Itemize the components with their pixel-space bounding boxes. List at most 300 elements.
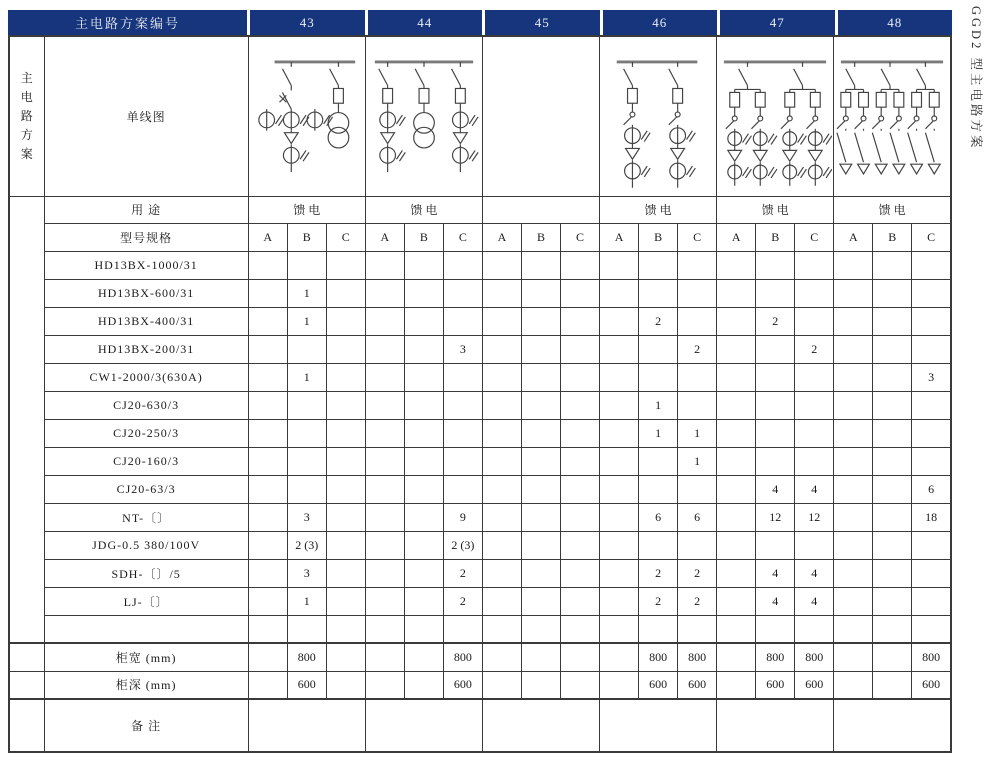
- depth-value-cell: [248, 671, 287, 699]
- value-cell: [717, 531, 756, 559]
- value-cell: [248, 503, 287, 531]
- value-cell: [561, 307, 600, 335]
- width-value-cell: [717, 643, 756, 671]
- spec-row-label: 型号规格: [44, 223, 248, 251]
- value-cell: [326, 587, 365, 615]
- value-cell: [482, 251, 521, 279]
- value-cell: [717, 363, 756, 391]
- value-cell: [443, 447, 482, 475]
- value-cell: [561, 363, 600, 391]
- value-cell: [600, 559, 639, 587]
- value-cell: 2: [678, 335, 717, 363]
- blank-cell: [795, 615, 834, 643]
- value-cell: [678, 307, 717, 335]
- value-cell: [248, 531, 287, 559]
- value-cell: [834, 251, 873, 279]
- depth-value-cell: 600: [912, 671, 951, 699]
- table-row: [9, 363, 951, 391]
- value-cell: [912, 251, 951, 279]
- blank-cell: [561, 615, 600, 643]
- value-cell: [873, 251, 912, 279]
- usage-value-45: [482, 196, 599, 223]
- value-cell: [521, 363, 560, 391]
- value-cell: [756, 279, 795, 307]
- value-cell: [600, 307, 639, 335]
- depth-value-cell: 600: [287, 671, 326, 699]
- value-cell: [912, 391, 951, 419]
- value-cell: [600, 251, 639, 279]
- value-cell: [365, 391, 404, 419]
- value-cell: [834, 419, 873, 447]
- value-cell: [404, 531, 443, 559]
- value-cell: [912, 419, 951, 447]
- value-cell: [756, 363, 795, 391]
- blank-cell: [482, 615, 521, 643]
- value-cell: 1: [639, 391, 678, 419]
- abc-header-47C: C: [795, 223, 834, 251]
- value-cell: [365, 587, 404, 615]
- depth-value-cell: 600: [756, 671, 795, 699]
- value-cell: [482, 363, 521, 391]
- value-cell: 1: [287, 363, 326, 391]
- value-cell: [834, 447, 873, 475]
- value-cell: 2: [795, 335, 834, 363]
- value-cell: [482, 391, 521, 419]
- table-row: [9, 503, 951, 531]
- value-cell: [873, 419, 912, 447]
- blank-cell: [756, 615, 795, 643]
- width-value-cell: 800: [912, 643, 951, 671]
- value-cell: [912, 335, 951, 363]
- value-cell: [561, 391, 600, 419]
- value-cell: [600, 391, 639, 419]
- diagram-row-label: 单线图: [44, 36, 248, 196]
- value-cell: [521, 391, 560, 419]
- table-row: [9, 475, 951, 503]
- table-row: [9, 671, 951, 699]
- value-cell: [365, 363, 404, 391]
- value-cell: [873, 335, 912, 363]
- value-cell: [639, 363, 678, 391]
- value-cell: [717, 559, 756, 587]
- value-cell: [326, 419, 365, 447]
- value-cell: [521, 475, 560, 503]
- table-row: [9, 391, 951, 419]
- value-cell: [600, 335, 639, 363]
- width-value-cell: [600, 643, 639, 671]
- value-cell: 6: [912, 475, 951, 503]
- value-cell: [248, 391, 287, 419]
- value-cell: [248, 559, 287, 587]
- table-row: [9, 643, 951, 671]
- abc-header-44A: A: [365, 223, 404, 251]
- value-cell: [795, 251, 834, 279]
- table-row: [9, 559, 951, 587]
- abc-header-47B: B: [756, 223, 795, 251]
- value-cell: [365, 251, 404, 279]
- value-cell: [873, 475, 912, 503]
- component-label: HD13BX-1000/31: [44, 251, 248, 279]
- value-cell: [639, 475, 678, 503]
- value-cell: [365, 307, 404, 335]
- value-cell: [326, 391, 365, 419]
- value-cell: [678, 391, 717, 419]
- value-cell: [482, 559, 521, 587]
- value-cell: [443, 391, 482, 419]
- value-cell: [834, 503, 873, 531]
- value-cell: [678, 363, 717, 391]
- header-scheme-46: 46: [603, 10, 718, 35]
- value-cell: [834, 531, 873, 559]
- value-cell: [600, 419, 639, 447]
- value-cell: 3: [287, 503, 326, 531]
- depth-value-cell: 600: [678, 671, 717, 699]
- remark-cell-47: [717, 699, 834, 752]
- width-value-cell: [404, 643, 443, 671]
- blank-cell: [912, 615, 951, 643]
- value-cell: [248, 447, 287, 475]
- component-label: CJ20-63/3: [44, 475, 248, 503]
- value-cell: [326, 335, 365, 363]
- value-cell: [248, 419, 287, 447]
- value-cell: 2: [678, 587, 717, 615]
- scheme-table: [8, 35, 952, 753]
- value-cell: [873, 391, 912, 419]
- value-cell: [326, 307, 365, 335]
- value-cell: [287, 447, 326, 475]
- value-cell: [834, 363, 873, 391]
- value-cell: 2: [756, 307, 795, 335]
- table-row: [9, 615, 951, 643]
- value-cell: [873, 559, 912, 587]
- value-cell: [717, 391, 756, 419]
- component-label: CJ20-250/3: [44, 419, 248, 447]
- value-cell: [443, 363, 482, 391]
- blank-cell: [639, 615, 678, 643]
- table-row: [9, 279, 951, 307]
- table-row: [9, 196, 951, 223]
- component-label: CW1-2000/3(630A): [44, 363, 248, 391]
- value-cell: [404, 251, 443, 279]
- value-cell: [717, 587, 756, 615]
- width-value-cell: [834, 643, 873, 671]
- left-spacer-cell: [9, 196, 44, 643]
- value-cell: [873, 307, 912, 335]
- value-cell: [287, 419, 326, 447]
- blank-cell: [443, 615, 482, 643]
- value-cell: 4: [795, 559, 834, 587]
- value-cell: [912, 307, 951, 335]
- depth-value-cell: [873, 671, 912, 699]
- value-cell: 4: [795, 587, 834, 615]
- blank-row-label: [44, 615, 248, 643]
- usage-value-43: 馈 电: [248, 196, 365, 223]
- depth-value-cell: [521, 671, 560, 699]
- value-cell: 3: [443, 335, 482, 363]
- value-cell: [795, 279, 834, 307]
- blank-cell: [404, 615, 443, 643]
- depth-value-cell: [834, 671, 873, 699]
- value-cell: [834, 475, 873, 503]
- scheme-number-header: [8, 10, 952, 35]
- value-cell: [404, 503, 443, 531]
- value-cell: [639, 251, 678, 279]
- value-cell: [795, 419, 834, 447]
- single-line-diagram-47: [717, 36, 834, 196]
- usage-value-44: 馈 电: [365, 196, 482, 223]
- value-cell: [561, 587, 600, 615]
- abc-header-43A: A: [248, 223, 287, 251]
- value-cell: [404, 447, 443, 475]
- table-row: [9, 587, 951, 615]
- usage-value-48: 馈 电: [834, 196, 951, 223]
- component-label: CJ20-630/3: [44, 391, 248, 419]
- value-cell: [873, 363, 912, 391]
- value-cell: [248, 587, 287, 615]
- value-cell: [521, 447, 560, 475]
- value-cell: [326, 363, 365, 391]
- component-label: HD13BX-600/31: [44, 279, 248, 307]
- value-cell: [678, 531, 717, 559]
- value-cell: [482, 279, 521, 307]
- value-cell: [365, 531, 404, 559]
- header-scheme-43: 43: [250, 10, 365, 35]
- value-cell: [404, 419, 443, 447]
- value-cell: [912, 279, 951, 307]
- abc-header-48A: A: [834, 223, 873, 251]
- table-row: [9, 419, 951, 447]
- remark-cell-45: [482, 699, 599, 752]
- width-value-cell: 800: [287, 643, 326, 671]
- value-cell: [443, 419, 482, 447]
- value-cell: [365, 419, 404, 447]
- header-scheme-44: 44: [368, 10, 483, 35]
- abc-header-46C: C: [678, 223, 717, 251]
- value-cell: [248, 363, 287, 391]
- value-cell: [600, 587, 639, 615]
- abc-header-48C: C: [912, 223, 951, 251]
- value-cell: [912, 531, 951, 559]
- value-cell: [248, 335, 287, 363]
- value-cell: 6: [639, 503, 678, 531]
- value-cell: [561, 531, 600, 559]
- value-cell: [521, 251, 560, 279]
- blank-cell: [287, 615, 326, 643]
- value-cell: 2: [443, 587, 482, 615]
- value-cell: [443, 279, 482, 307]
- value-cell: 12: [795, 503, 834, 531]
- value-cell: [834, 307, 873, 335]
- value-cell: [326, 251, 365, 279]
- value-cell: [717, 503, 756, 531]
- value-cell: [365, 503, 404, 531]
- usage-row-label: 用 途: [44, 196, 248, 223]
- component-label: HD13BX-200/31: [44, 335, 248, 363]
- value-cell: [561, 279, 600, 307]
- blank-cell: [873, 615, 912, 643]
- abc-header-48B: B: [873, 223, 912, 251]
- value-cell: [404, 279, 443, 307]
- value-cell: [756, 531, 795, 559]
- component-label: SDH-〔〕/5: [44, 559, 248, 587]
- left-spacer-cell: [9, 643, 44, 671]
- value-cell: [678, 279, 717, 307]
- value-cell: [717, 447, 756, 475]
- table-row: [9, 36, 951, 196]
- value-cell: 2: [678, 559, 717, 587]
- remark-cell-43: [248, 699, 365, 752]
- value-cell: [287, 251, 326, 279]
- depth-value-cell: 600: [639, 671, 678, 699]
- value-cell: [834, 587, 873, 615]
- value-cell: [912, 587, 951, 615]
- value-cell: [600, 503, 639, 531]
- value-cell: [756, 251, 795, 279]
- value-cell: [756, 419, 795, 447]
- value-cell: [287, 335, 326, 363]
- depth-value-cell: [561, 671, 600, 699]
- value-cell: [404, 363, 443, 391]
- value-cell: 2 (3): [443, 531, 482, 559]
- single-line-diagram-43: [248, 36, 365, 196]
- value-cell: 6: [678, 503, 717, 531]
- blank-cell: [365, 615, 404, 643]
- abc-header-45B: B: [521, 223, 560, 251]
- abc-header-43B: B: [287, 223, 326, 251]
- value-cell: [365, 279, 404, 307]
- value-cell: [717, 475, 756, 503]
- abc-header-45C: C: [561, 223, 600, 251]
- width-value-cell: 800: [756, 643, 795, 671]
- left-spacer-cell: [9, 699, 44, 752]
- component-label: HD13BX-400/31: [44, 307, 248, 335]
- value-cell: 4: [756, 587, 795, 615]
- blank-cell: [326, 615, 365, 643]
- value-cell: [326, 559, 365, 587]
- value-cell: 1: [678, 419, 717, 447]
- table-row: [9, 335, 951, 363]
- value-cell: [482, 475, 521, 503]
- depth-value-cell: 600: [443, 671, 482, 699]
- remark-cell-48: [834, 699, 951, 752]
- usage-value-47: 馈 电: [717, 196, 834, 223]
- value-cell: [795, 391, 834, 419]
- value-cell: [482, 419, 521, 447]
- blank-cell: [600, 615, 639, 643]
- value-cell: [482, 447, 521, 475]
- component-label: JDG-0.5 380/100V: [44, 531, 248, 559]
- value-cell: [482, 587, 521, 615]
- value-cell: [521, 419, 560, 447]
- component-label: LJ-〔〕: [44, 587, 248, 615]
- value-cell: 4: [756, 559, 795, 587]
- depth-value-cell: [404, 671, 443, 699]
- value-cell: 3: [912, 363, 951, 391]
- abc-header-43C: C: [326, 223, 365, 251]
- header-scheme-48: 48: [838, 10, 953, 35]
- value-cell: 2 (3): [287, 531, 326, 559]
- value-cell: [756, 447, 795, 475]
- width-value-cell: [365, 643, 404, 671]
- value-cell: [404, 391, 443, 419]
- value-cell: [521, 307, 560, 335]
- depth-value-cell: [482, 671, 521, 699]
- value-cell: [521, 587, 560, 615]
- value-cell: 1: [639, 419, 678, 447]
- abc-header-47A: A: [717, 223, 756, 251]
- table-row: [9, 251, 951, 279]
- value-cell: [795, 363, 834, 391]
- value-cell: [482, 335, 521, 363]
- width-value-cell: [561, 643, 600, 671]
- depth-row-label: 柜深 (mm): [44, 671, 248, 699]
- value-cell: 2: [639, 587, 678, 615]
- value-cell: [717, 307, 756, 335]
- left-spacer-cell: [9, 671, 44, 699]
- value-cell: [521, 503, 560, 531]
- width-value-cell: 800: [795, 643, 834, 671]
- depth-value-cell: [365, 671, 404, 699]
- value-cell: 1: [287, 307, 326, 335]
- value-cell: [873, 503, 912, 531]
- blank-cell: [248, 615, 287, 643]
- remark-cell-46: [600, 699, 717, 752]
- value-cell: [443, 307, 482, 335]
- single-line-diagram-48: [834, 36, 951, 196]
- value-cell: [795, 531, 834, 559]
- header-scheme-47: 47: [720, 10, 835, 35]
- abc-header-44B: B: [404, 223, 443, 251]
- value-cell: [561, 559, 600, 587]
- value-cell: [521, 335, 560, 363]
- value-cell: [795, 307, 834, 335]
- table-row: [9, 447, 951, 475]
- value-cell: [365, 475, 404, 503]
- value-cell: [912, 447, 951, 475]
- blank-cell: [521, 615, 560, 643]
- value-cell: [873, 279, 912, 307]
- value-cell: [287, 475, 326, 503]
- value-cell: 1: [287, 587, 326, 615]
- value-cell: [248, 307, 287, 335]
- value-cell: [561, 251, 600, 279]
- value-cell: [443, 475, 482, 503]
- table-row: [9, 699, 951, 752]
- width-value-cell: 800: [443, 643, 482, 671]
- value-cell: [365, 335, 404, 363]
- value-cell: [443, 251, 482, 279]
- table-row: [9, 531, 951, 559]
- value-cell: [404, 335, 443, 363]
- value-cell: [834, 559, 873, 587]
- value-cell: [678, 475, 717, 503]
- value-cell: [326, 475, 365, 503]
- value-cell: [834, 335, 873, 363]
- value-cell: [717, 335, 756, 363]
- width-value-cell: [482, 643, 521, 671]
- value-cell: [756, 335, 795, 363]
- value-cell: [561, 335, 600, 363]
- value-cell: [365, 559, 404, 587]
- value-cell: [248, 279, 287, 307]
- width-row-label: 柜宽 (mm): [44, 643, 248, 671]
- value-cell: [482, 307, 521, 335]
- table-row: [9, 307, 951, 335]
- value-cell: [639, 279, 678, 307]
- abc-header-46A: A: [600, 223, 639, 251]
- value-cell: [561, 475, 600, 503]
- value-cell: [404, 475, 443, 503]
